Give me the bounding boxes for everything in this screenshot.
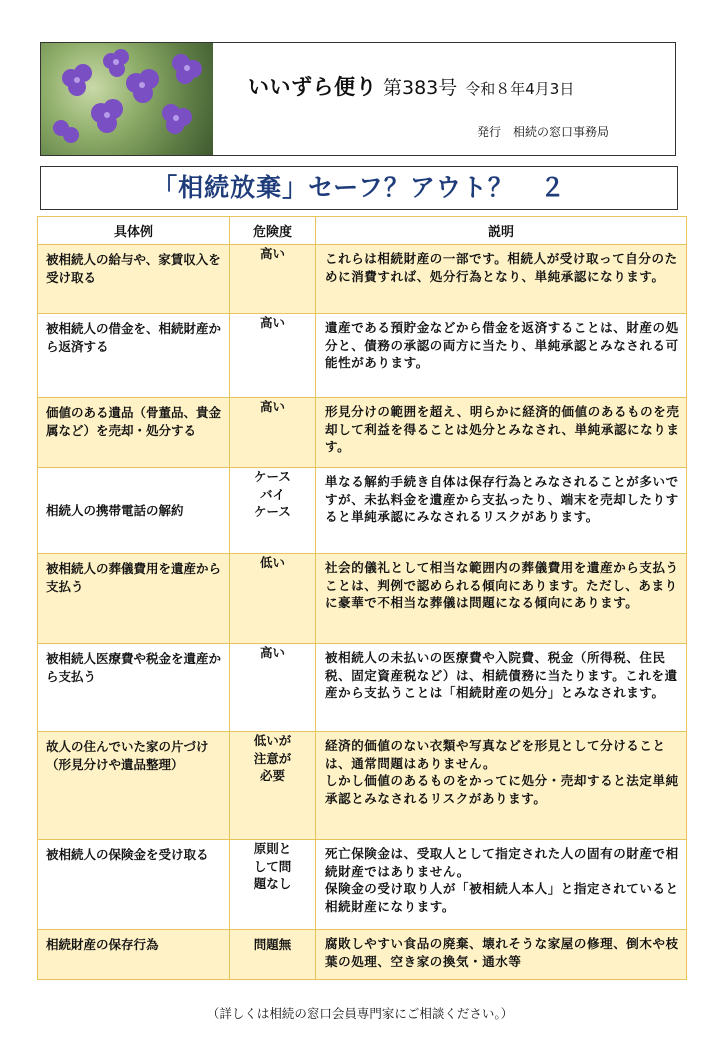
risk-cell: ケース バイ ケース [230,468,316,554]
table-header-row [38,217,687,245]
newsletter-header [40,42,676,156]
risk-cell: 高い [230,398,316,468]
risk-cell: 低いが 注意が 必要 [230,732,316,840]
description-cell: これらは相続財産の一部です。相続人が受け取って自分のために消費すれば、処分行為となり、単純承認になります。 [316,245,687,314]
risk-cell: 高い [230,644,316,732]
column-header-example: 具体例 [38,217,230,245]
table-row [38,930,687,980]
description-cell: 形見分けの範囲を超え、明らかに経済的価値のあるものを売却して利益を得ることは処分とみなされ、単純承認になります。 [316,398,687,468]
footer-note: （詳しくは相続の窓口会員専門家にご相談ください。） [206,1006,514,1021]
table-row [38,398,687,468]
example-cell: 被相続人の借金を、相続財産から返済する [38,314,230,398]
newsletter-title: いいずら便り [248,75,377,99]
table-row [38,732,687,840]
risk-cell: 高い [230,314,316,398]
example-cell: 価値のある遺品（骨董品、貴金属など）を売却・処分する [38,398,230,468]
issue-number: 第383号 [383,77,458,99]
page-title: 「相続放棄」セーフ？アウト？ ２ [40,166,678,210]
newsletter-title-line [248,71,574,101]
table-row [38,468,687,554]
issue-date: 令和８年4月3日 [465,80,575,98]
risk-cell: 高い [230,245,316,314]
description-cell: 遺産である預貯金などから借金を返済することは、財産の処分と、債務の承認の両方に当たり、単純承認とみなされる可能性があります。 [316,314,687,398]
column-header-description: 説明 [316,217,687,245]
example-cell: 相続財産の保存行為 [38,930,230,980]
violet-flowers-icon [41,43,213,155]
example-cell: 故人の住んでいた家の片づけ（形見分けや遺品整理） [38,732,230,840]
example-cell: 被相続人の葬儀費用を遺産から支払う [38,554,230,644]
description-cell: 被相続人の未払いの医療費や入院費、税金（所得税、住民税、固定資産税など）は、相続債務に当たります。これを遺産から支払うことは「相続財産の処分」とみなされます。 [316,644,687,732]
table-row [38,245,687,314]
table-row [38,554,687,644]
table-row [38,314,687,398]
description-cell: 経済的価値のない衣類や写真などを形見として分けることは、通常問題はありません。 しかし価値のあるものをかってに処分・売却すると法定単純承認とみなされるリスクがあります。 [316,732,687,840]
example-cell: 被相続人の給与や、家賃収入を受け取る [38,245,230,314]
example-cell: 被相続人医療費や税金を遺産から支払う [38,644,230,732]
violet-flowers-photo [41,43,213,155]
risk-table [37,216,687,980]
table-row [38,644,687,732]
risk-cell: 低い [230,554,316,644]
example-cell: 被相続人の保険金を受け取る [38,840,230,930]
description-cell: 死亡保険金は、受取人として指定された人の固有の財産で相続財産ではありません。 保険金の受け取り人が「被相続人本人」と指定されていると相続財産になります。 [316,840,687,930]
risk-cell: 問題無 [230,930,316,980]
risk-cell: 原則と して問 題なし [230,840,316,930]
description-cell: 社会的儀礼として相当な範囲内の葬儀費用を遺産から支払うことは、判例で認められる傾向にあります。ただし、あまりに豪華で不相当な葬儀は問題になる傾向にあります。 [316,554,687,644]
description-cell: 単なる解約手続き自体は保存行為とみなされることが多いですが、未払料金を遺産から支払ったり、端末を売却したりすると単純承認にみなされるリスクがあります。 [316,468,687,554]
table-row [38,840,687,930]
example-cell: 相続人の携帯電話の解約 [38,468,230,554]
column-header-risk: 危険度 [230,217,316,245]
publisher: 発行 相続の窓口事務局 [477,125,610,139]
description-cell: 腐敗しやすい食品の廃棄、壊れそうな家屋の修理、倒木や枝葉の処理、空き家の換気・通水等 [316,930,687,980]
